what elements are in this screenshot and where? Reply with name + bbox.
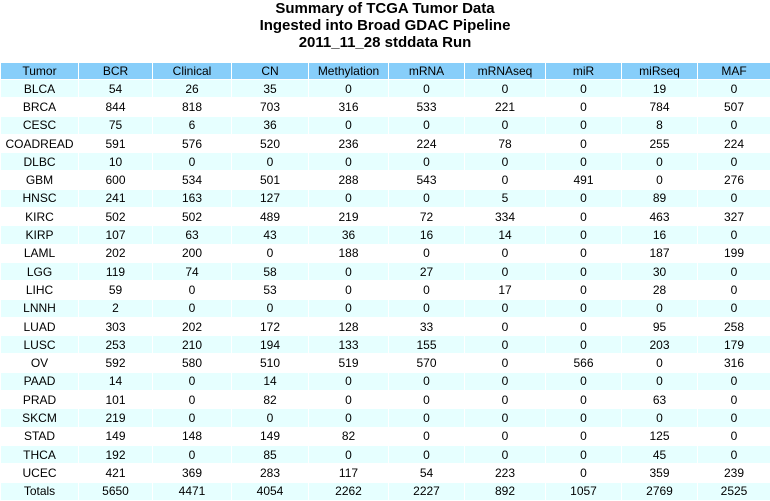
- count-cell: 501: [232, 171, 309, 189]
- count-cell: 703: [232, 98, 309, 116]
- count-cell: 219: [79, 409, 153, 427]
- count-cell: 334: [465, 208, 546, 226]
- count-cell: 0: [698, 427, 770, 445]
- count-cell: 0: [389, 409, 465, 427]
- totals-label: Totals: [1, 482, 79, 500]
- count-cell: 187: [622, 244, 698, 262]
- count-cell: 534: [153, 171, 232, 189]
- tumor-name-cell: STAD: [1, 427, 79, 445]
- count-cell: 202: [153, 317, 232, 335]
- count-cell: 0: [622, 171, 698, 189]
- count-cell: 0: [546, 226, 622, 244]
- count-cell: 543: [389, 171, 465, 189]
- count-cell: 82: [309, 427, 389, 445]
- table-row: [1, 391, 770, 409]
- count-cell: 0: [389, 445, 465, 463]
- count-cell: 172: [232, 317, 309, 335]
- count-cell: 17: [465, 281, 546, 299]
- title-line-2: Ingested into Broad GDAC Pipeline: [0, 17, 770, 34]
- tumor-name-cell: HNSC: [1, 189, 79, 207]
- count-cell: 0: [389, 427, 465, 445]
- count-cell: 502: [153, 208, 232, 226]
- count-cell: 75: [79, 116, 153, 134]
- count-cell: 127: [232, 189, 309, 207]
- count-cell: 179: [698, 336, 770, 354]
- count-cell: 0: [232, 153, 309, 171]
- totals-row: [1, 482, 770, 500]
- tumor-name-cell: BLCA: [1, 80, 79, 98]
- count-cell: 0: [546, 262, 622, 280]
- count-cell: 507: [698, 98, 770, 116]
- count-cell: 6: [153, 116, 232, 134]
- count-cell: 188: [309, 244, 389, 262]
- count-cell: 0: [546, 153, 622, 171]
- count-cell: 0: [309, 262, 389, 280]
- count-cell: 0: [698, 409, 770, 427]
- tumor-name-cell: LAML: [1, 244, 79, 262]
- count-cell: 0: [153, 409, 232, 427]
- count-cell: 0: [389, 299, 465, 317]
- count-cell: 0: [698, 189, 770, 207]
- count-cell: 0: [153, 281, 232, 299]
- table-row: [1, 464, 770, 482]
- count-cell: 219: [309, 208, 389, 226]
- count-cell: 203: [622, 336, 698, 354]
- count-cell: 0: [465, 336, 546, 354]
- page-title: [0, 0, 770, 60]
- count-cell: 576: [153, 134, 232, 152]
- table-row: [1, 80, 770, 98]
- count-cell: 0: [389, 189, 465, 207]
- count-cell: 421: [79, 464, 153, 482]
- count-cell: 0: [546, 317, 622, 335]
- count-cell: 192: [79, 445, 153, 463]
- count-cell: 0: [546, 445, 622, 463]
- count-cell: 0: [698, 445, 770, 463]
- count-cell: 45: [622, 445, 698, 463]
- count-cell: 0: [546, 281, 622, 299]
- count-cell: 283: [232, 464, 309, 482]
- count-cell: 255: [622, 134, 698, 152]
- count-cell: 35: [232, 80, 309, 98]
- count-cell: 36: [232, 116, 309, 134]
- count-cell: 303: [79, 317, 153, 335]
- count-cell: 0: [309, 189, 389, 207]
- count-cell: 0: [465, 171, 546, 189]
- tumor-summary-table: [0, 62, 770, 501]
- count-cell: 316: [698, 354, 770, 372]
- table-row: [1, 445, 770, 463]
- count-cell: 0: [546, 134, 622, 152]
- count-cell: 0: [698, 80, 770, 98]
- count-cell: 0: [698, 116, 770, 134]
- count-cell: 0: [546, 189, 622, 207]
- count-cell: 0: [465, 262, 546, 280]
- count-cell: 54: [389, 464, 465, 482]
- count-cell: 533: [389, 98, 465, 116]
- count-cell: 36: [309, 226, 389, 244]
- count-cell: 0: [698, 226, 770, 244]
- count-cell: 0: [622, 153, 698, 171]
- count-cell: 125: [622, 427, 698, 445]
- count-cell: 359: [622, 464, 698, 482]
- tumor-name-cell: LIHC: [1, 281, 79, 299]
- count-cell: 0: [465, 116, 546, 134]
- count-cell: 236: [309, 134, 389, 152]
- count-cell: 82: [232, 391, 309, 409]
- tumor-name-cell: GBM: [1, 171, 79, 189]
- count-cell: 0: [389, 391, 465, 409]
- total-cell: 4471: [153, 482, 232, 500]
- column-header-mir: miR: [546, 63, 622, 80]
- count-cell: 74: [153, 262, 232, 280]
- table-row: [1, 153, 770, 171]
- count-cell: 0: [546, 372, 622, 390]
- count-cell: 0: [698, 262, 770, 280]
- total-cell: 5650: [79, 482, 153, 500]
- tumor-name-cell: KIRP: [1, 226, 79, 244]
- count-cell: 276: [698, 171, 770, 189]
- count-cell: 0: [622, 299, 698, 317]
- count-cell: 0: [389, 116, 465, 134]
- table-row: [1, 208, 770, 226]
- count-cell: 0: [546, 299, 622, 317]
- count-cell: 0: [153, 372, 232, 390]
- count-cell: 194: [232, 336, 309, 354]
- count-cell: 241: [79, 189, 153, 207]
- count-cell: 0: [546, 409, 622, 427]
- count-cell: 327: [698, 208, 770, 226]
- count-cell: 369: [153, 464, 232, 482]
- count-cell: 33: [389, 317, 465, 335]
- count-cell: 95: [622, 317, 698, 335]
- total-cell: 1057: [546, 482, 622, 500]
- total-cell: 2769: [622, 482, 698, 500]
- count-cell: 199: [698, 244, 770, 262]
- count-cell: 520: [232, 134, 309, 152]
- count-cell: 0: [309, 409, 389, 427]
- count-cell: 78: [465, 134, 546, 152]
- count-cell: 0: [232, 409, 309, 427]
- count-cell: 0: [389, 153, 465, 171]
- column-header-cn: CN: [232, 63, 309, 80]
- count-cell: 0: [389, 372, 465, 390]
- count-cell: 0: [232, 299, 309, 317]
- tumor-name-cell: DLBC: [1, 153, 79, 171]
- count-cell: 0: [389, 80, 465, 98]
- total-cell: 2525: [698, 482, 770, 500]
- count-cell: 0: [698, 391, 770, 409]
- count-cell: 221: [465, 98, 546, 116]
- table-row: [1, 299, 770, 317]
- table-row: [1, 244, 770, 262]
- total-cell: 4054: [232, 482, 309, 500]
- column-header-bcr: BCR: [79, 63, 153, 80]
- count-cell: 14: [465, 226, 546, 244]
- count-cell: 0: [465, 372, 546, 390]
- count-cell: 592: [79, 354, 153, 372]
- count-cell: 0: [698, 281, 770, 299]
- count-cell: 128: [309, 317, 389, 335]
- count-cell: 28: [622, 281, 698, 299]
- table-row: [1, 354, 770, 372]
- count-cell: 0: [153, 445, 232, 463]
- count-cell: 202: [79, 244, 153, 262]
- count-cell: 155: [389, 336, 465, 354]
- table-row: [1, 409, 770, 427]
- count-cell: 5: [465, 189, 546, 207]
- column-header-mrnaseq: mRNAseq: [465, 63, 546, 80]
- table-row: [1, 189, 770, 207]
- count-cell: 0: [546, 116, 622, 134]
- table-row: [1, 98, 770, 116]
- count-cell: 0: [465, 445, 546, 463]
- table-row: [1, 281, 770, 299]
- count-cell: 253: [79, 336, 153, 354]
- count-cell: 844: [79, 98, 153, 116]
- table-header-row: [1, 63, 770, 80]
- count-cell: 89: [622, 189, 698, 207]
- count-cell: 0: [389, 281, 465, 299]
- count-cell: 107: [79, 226, 153, 244]
- table-row: [1, 336, 770, 354]
- count-cell: 463: [622, 208, 698, 226]
- count-cell: 491: [546, 171, 622, 189]
- count-cell: 519: [309, 354, 389, 372]
- table-body: [1, 80, 770, 483]
- count-cell: 239: [698, 464, 770, 482]
- count-cell: 0: [309, 299, 389, 317]
- tumor-name-cell: LGG: [1, 262, 79, 280]
- count-cell: 0: [309, 372, 389, 390]
- count-cell: 163: [153, 189, 232, 207]
- tumor-name-cell: PRAD: [1, 391, 79, 409]
- count-cell: 14: [79, 372, 153, 390]
- count-cell: 0: [465, 244, 546, 262]
- count-cell: 0: [389, 244, 465, 262]
- count-cell: 580: [153, 354, 232, 372]
- count-cell: 16: [622, 226, 698, 244]
- count-cell: 0: [232, 244, 309, 262]
- count-cell: 0: [465, 391, 546, 409]
- tumor-name-cell: OV: [1, 354, 79, 372]
- count-cell: 0: [309, 153, 389, 171]
- count-cell: 210: [153, 336, 232, 354]
- tumor-name-cell: LUAD: [1, 317, 79, 335]
- count-cell: 224: [389, 134, 465, 152]
- count-cell: 0: [546, 336, 622, 354]
- column-header-mrna: mRNA: [389, 63, 465, 80]
- count-cell: 0: [698, 153, 770, 171]
- count-cell: 148: [153, 427, 232, 445]
- count-cell: 0: [153, 153, 232, 171]
- table-row: [1, 134, 770, 152]
- count-cell: 30: [622, 262, 698, 280]
- tumor-name-cell: SKCM: [1, 409, 79, 427]
- count-cell: 26: [153, 80, 232, 98]
- count-cell: 0: [309, 80, 389, 98]
- count-cell: 0: [465, 317, 546, 335]
- count-cell: 149: [79, 427, 153, 445]
- table-row: [1, 317, 770, 335]
- count-cell: 0: [622, 409, 698, 427]
- count-cell: 8: [622, 116, 698, 134]
- count-cell: 117: [309, 464, 389, 482]
- tumor-name-cell: LNNH: [1, 299, 79, 317]
- count-cell: 2: [79, 299, 153, 317]
- count-cell: 54: [79, 80, 153, 98]
- count-cell: 288: [309, 171, 389, 189]
- count-cell: 0: [546, 244, 622, 262]
- count-cell: 258: [698, 317, 770, 335]
- count-cell: 10: [79, 153, 153, 171]
- count-cell: 224: [698, 134, 770, 152]
- count-cell: 0: [546, 80, 622, 98]
- count-cell: 0: [465, 427, 546, 445]
- table-row: [1, 171, 770, 189]
- tumor-name-cell: COADREAD: [1, 134, 79, 152]
- count-cell: 502: [79, 208, 153, 226]
- count-cell: 133: [309, 336, 389, 354]
- column-header-maf: MAF: [698, 63, 770, 80]
- count-cell: 0: [698, 299, 770, 317]
- count-cell: 63: [622, 391, 698, 409]
- table-row: [1, 427, 770, 445]
- count-cell: 0: [546, 427, 622, 445]
- count-cell: 316: [309, 98, 389, 116]
- count-cell: 0: [153, 391, 232, 409]
- count-cell: 0: [309, 391, 389, 409]
- total-cell: 2227: [389, 482, 465, 500]
- count-cell: 489: [232, 208, 309, 226]
- count-cell: 85: [232, 445, 309, 463]
- count-cell: 53: [232, 281, 309, 299]
- count-cell: 0: [309, 445, 389, 463]
- count-cell: 0: [698, 372, 770, 390]
- count-cell: 72: [389, 208, 465, 226]
- count-cell: 0: [465, 80, 546, 98]
- column-header-methylation: Methylation: [309, 63, 389, 80]
- count-cell: 570: [389, 354, 465, 372]
- count-cell: 0: [153, 299, 232, 317]
- count-cell: 566: [546, 354, 622, 372]
- count-cell: 200: [153, 244, 232, 262]
- table-row: [1, 262, 770, 280]
- column-header-mirseq: miRseq: [622, 63, 698, 80]
- column-header-tumor: Tumor: [1, 63, 79, 80]
- tumor-name-cell: THCA: [1, 445, 79, 463]
- count-cell: 0: [309, 116, 389, 134]
- count-cell: 0: [546, 464, 622, 482]
- count-cell: 784: [622, 98, 698, 116]
- count-cell: 63: [153, 226, 232, 244]
- tumor-name-cell: CESC: [1, 116, 79, 134]
- count-cell: 591: [79, 134, 153, 152]
- count-cell: 600: [79, 171, 153, 189]
- count-cell: 0: [546, 391, 622, 409]
- count-cell: 59: [79, 281, 153, 299]
- tumor-name-cell: KIRC: [1, 208, 79, 226]
- total-cell: 2262: [309, 482, 389, 500]
- count-cell: 43: [232, 226, 309, 244]
- count-cell: 0: [465, 299, 546, 317]
- tumor-name-cell: UCEC: [1, 464, 79, 482]
- tumor-name-cell: LUSC: [1, 336, 79, 354]
- title-line-3: 2011_11_28 stddata Run: [0, 34, 770, 51]
- count-cell: 0: [465, 354, 546, 372]
- count-cell: 0: [546, 208, 622, 226]
- count-cell: 223: [465, 464, 546, 482]
- count-cell: 818: [153, 98, 232, 116]
- count-cell: 0: [546, 98, 622, 116]
- table-row: [1, 226, 770, 244]
- count-cell: 101: [79, 391, 153, 409]
- count-cell: 0: [622, 372, 698, 390]
- count-cell: 0: [622, 354, 698, 372]
- total-cell: 892: [465, 482, 546, 500]
- table-row: [1, 372, 770, 390]
- count-cell: 16: [389, 226, 465, 244]
- tumor-name-cell: BRCA: [1, 98, 79, 116]
- count-cell: 27: [389, 262, 465, 280]
- count-cell: 0: [465, 409, 546, 427]
- count-cell: 0: [465, 153, 546, 171]
- count-cell: 19: [622, 80, 698, 98]
- table-row: [1, 116, 770, 134]
- column-header-clinical: Clinical: [153, 63, 232, 80]
- count-cell: 119: [79, 262, 153, 280]
- count-cell: 14: [232, 372, 309, 390]
- count-cell: 149: [232, 427, 309, 445]
- tumor-name-cell: PAAD: [1, 372, 79, 390]
- count-cell: 510: [232, 354, 309, 372]
- count-cell: 58: [232, 262, 309, 280]
- count-cell: 0: [309, 281, 389, 299]
- title-line-1: Summary of TCGA Tumor Data: [0, 0, 770, 17]
